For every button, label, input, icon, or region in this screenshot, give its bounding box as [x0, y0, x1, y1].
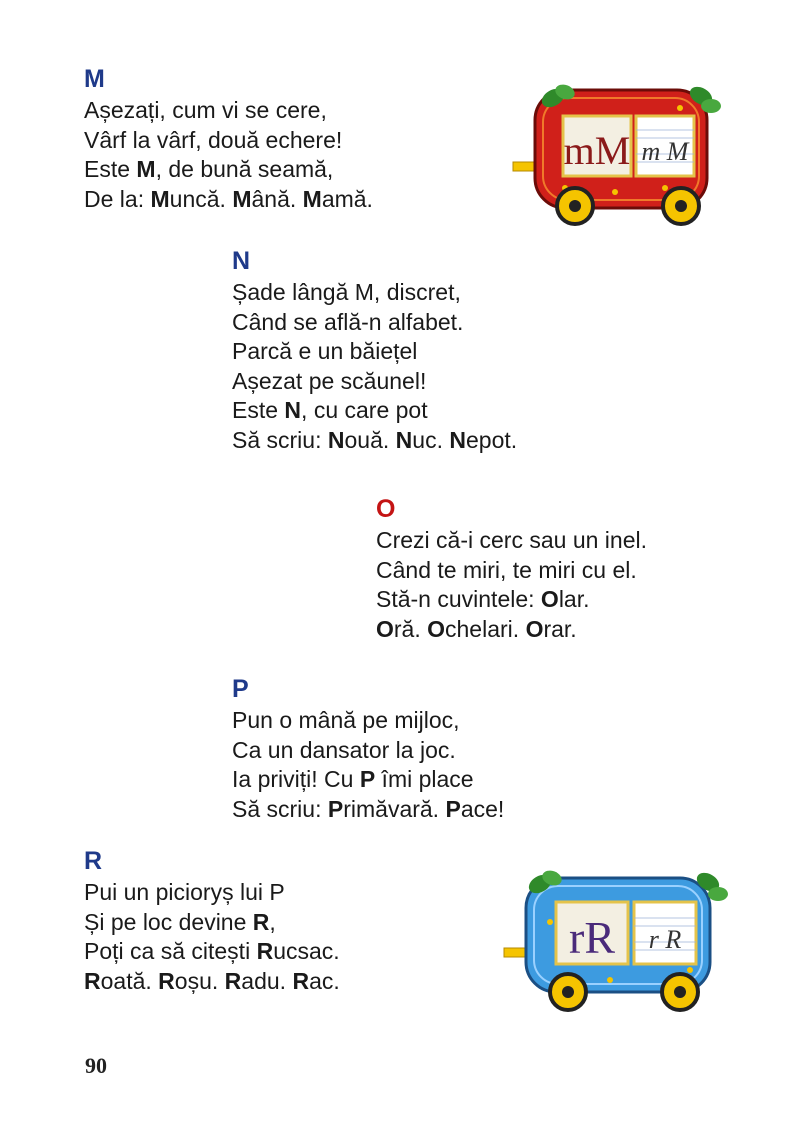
- line-text: Parcă e un băiețel: [232, 338, 418, 364]
- bold-initial: O: [376, 615, 394, 642]
- line-text: Crezi că-i cerc sau un inel.: [376, 527, 647, 553]
- poem-line: [84, 878, 340, 908]
- line-text: rar.: [543, 615, 577, 642]
- bold-initial: O: [540, 586, 559, 612]
- line-text: ră.: [393, 615, 428, 642]
- poem-line: [232, 278, 517, 308]
- line-text: adu.: [241, 967, 293, 994]
- stanza-lines: [232, 278, 517, 455]
- poem-line: [84, 908, 340, 938]
- bold-initial: R: [292, 967, 310, 994]
- poem-line: [232, 308, 517, 338]
- line-text: ,: [269, 908, 276, 935]
- poem-line: [232, 795, 504, 825]
- line-text: Când se află-n alfabet.: [232, 308, 464, 335]
- bold-initial: O: [525, 615, 544, 642]
- stanza-lines: [84, 96, 373, 214]
- line-text: Vârf la vârf, două echere!: [84, 126, 343, 153]
- stanza-p: [232, 674, 504, 824]
- line-text: Să scriu:: [232, 426, 328, 453]
- stanza-n: [232, 246, 517, 455]
- wagon-cursive-letters: m M: [641, 137, 689, 166]
- line-text: De la:: [84, 185, 151, 212]
- poem-line: [84, 96, 373, 126]
- line-text: uncă.: [169, 185, 233, 212]
- line-text: Și pe loc devine: [84, 908, 253, 935]
- line-text: Poți ca să citești: [84, 938, 257, 964]
- poem-line: [84, 937, 340, 967]
- stanza-m: [84, 64, 373, 214]
- stanza-letter-o: O: [376, 495, 396, 523]
- stanza-letter-n: N: [232, 247, 251, 275]
- bold-initial: P: [445, 795, 461, 822]
- line-text: Să scriu:: [232, 795, 328, 822]
- bold-initial: P: [327, 795, 344, 822]
- poem-line: [84, 185, 373, 215]
- bold-initial: N: [395, 426, 413, 453]
- poem-line: [232, 396, 517, 426]
- line-text: Așezați, cum vi se cere,: [84, 97, 327, 123]
- wagon-print-letters: rR: [569, 912, 615, 963]
- bold-initial: R: [224, 967, 242, 994]
- bold-initial: M: [302, 185, 322, 212]
- stanza-lines: [376, 526, 647, 644]
- bold-initial: M: [232, 185, 252, 212]
- line-text: ucsac.: [273, 938, 340, 964]
- stanza-r: [84, 846, 340, 996]
- line-text: amă.: [321, 185, 373, 212]
- bold-initial: N: [449, 426, 466, 453]
- stanza-o: [376, 494, 647, 644]
- poem-line: [84, 155, 373, 185]
- line-text: Ca un dansator la joc.: [232, 736, 456, 763]
- bold-initial: R: [252, 908, 270, 935]
- poem-line: [376, 615, 647, 645]
- page-number: 90: [85, 1053, 107, 1078]
- red-wagon-illustration: [505, 68, 730, 233]
- poem-line: [376, 526, 647, 556]
- line-text: ace!: [460, 795, 505, 822]
- line-text: Pun o mână pe mijloc,: [232, 707, 460, 733]
- stanza-letter-r: R: [84, 847, 103, 875]
- line-text: epot.: [465, 426, 518, 453]
- stanza-lines: [84, 878, 340, 996]
- bold-initial: R: [84, 967, 101, 994]
- wagon-print-letters: mM: [563, 128, 631, 173]
- bold-initial: R: [256, 938, 274, 964]
- line-text: Șade lângă M, discret,: [232, 279, 461, 305]
- line-text: ac.: [309, 967, 340, 994]
- wheel-icon: [662, 974, 698, 1010]
- wagon-cursive-letters: r R: [648, 925, 682, 954]
- line-text: lar.: [558, 586, 590, 612]
- line-text: Când te miri, te miri cu el.: [376, 556, 637, 583]
- stanza-letter-m: M: [84, 65, 105, 93]
- poem-line: [232, 337, 517, 367]
- poem-line: [232, 706, 504, 736]
- line-text: Este: [232, 397, 285, 423]
- poem-line: [376, 585, 647, 615]
- line-text: Stă-n cuvintele:: [376, 586, 541, 612]
- wheel-icon: [557, 188, 593, 224]
- line-text: rimăvară.: [343, 795, 446, 822]
- bold-initial: N: [284, 397, 302, 423]
- stanza-lines: [232, 706, 504, 824]
- poem-line: [84, 967, 340, 997]
- poem-line: [232, 736, 504, 766]
- bold-initial: N: [327, 426, 345, 453]
- poem-line: [84, 126, 373, 156]
- line-text: ouă.: [344, 426, 396, 453]
- poem-line: [232, 367, 517, 397]
- bold-initial: R: [158, 967, 175, 994]
- stanza-letter-p: P: [232, 675, 249, 703]
- poem-line: [376, 556, 647, 586]
- line-text: chelari.: [445, 615, 526, 642]
- line-text: , de bună seamă,: [155, 156, 334, 182]
- line-text: oată.: [100, 967, 159, 994]
- line-text: îmi place: [375, 766, 474, 792]
- line-text: Așezat pe scăunel!: [232, 367, 427, 394]
- bold-initial: O: [427, 615, 446, 642]
- line-text: Ia priviți! Cu: [232, 766, 360, 792]
- poem-line: [232, 765, 504, 795]
- line-text: uc.: [412, 426, 450, 453]
- poem-line: [232, 426, 517, 456]
- line-text: Pui un piciorуș lui P: [84, 879, 285, 905]
- bold-initial: M: [150, 185, 170, 212]
- line-text: ână.: [251, 185, 303, 212]
- line-text: Este: [84, 156, 137, 182]
- line-text: , cu care pot: [301, 397, 428, 423]
- wheel-icon: [550, 974, 586, 1010]
- bold-initial: M: [136, 156, 156, 182]
- blue-wagon-illustration: [500, 862, 730, 1020]
- line-text: oșu.: [174, 967, 225, 994]
- bold-initial: P: [359, 766, 376, 792]
- wheel-icon: [663, 188, 699, 224]
